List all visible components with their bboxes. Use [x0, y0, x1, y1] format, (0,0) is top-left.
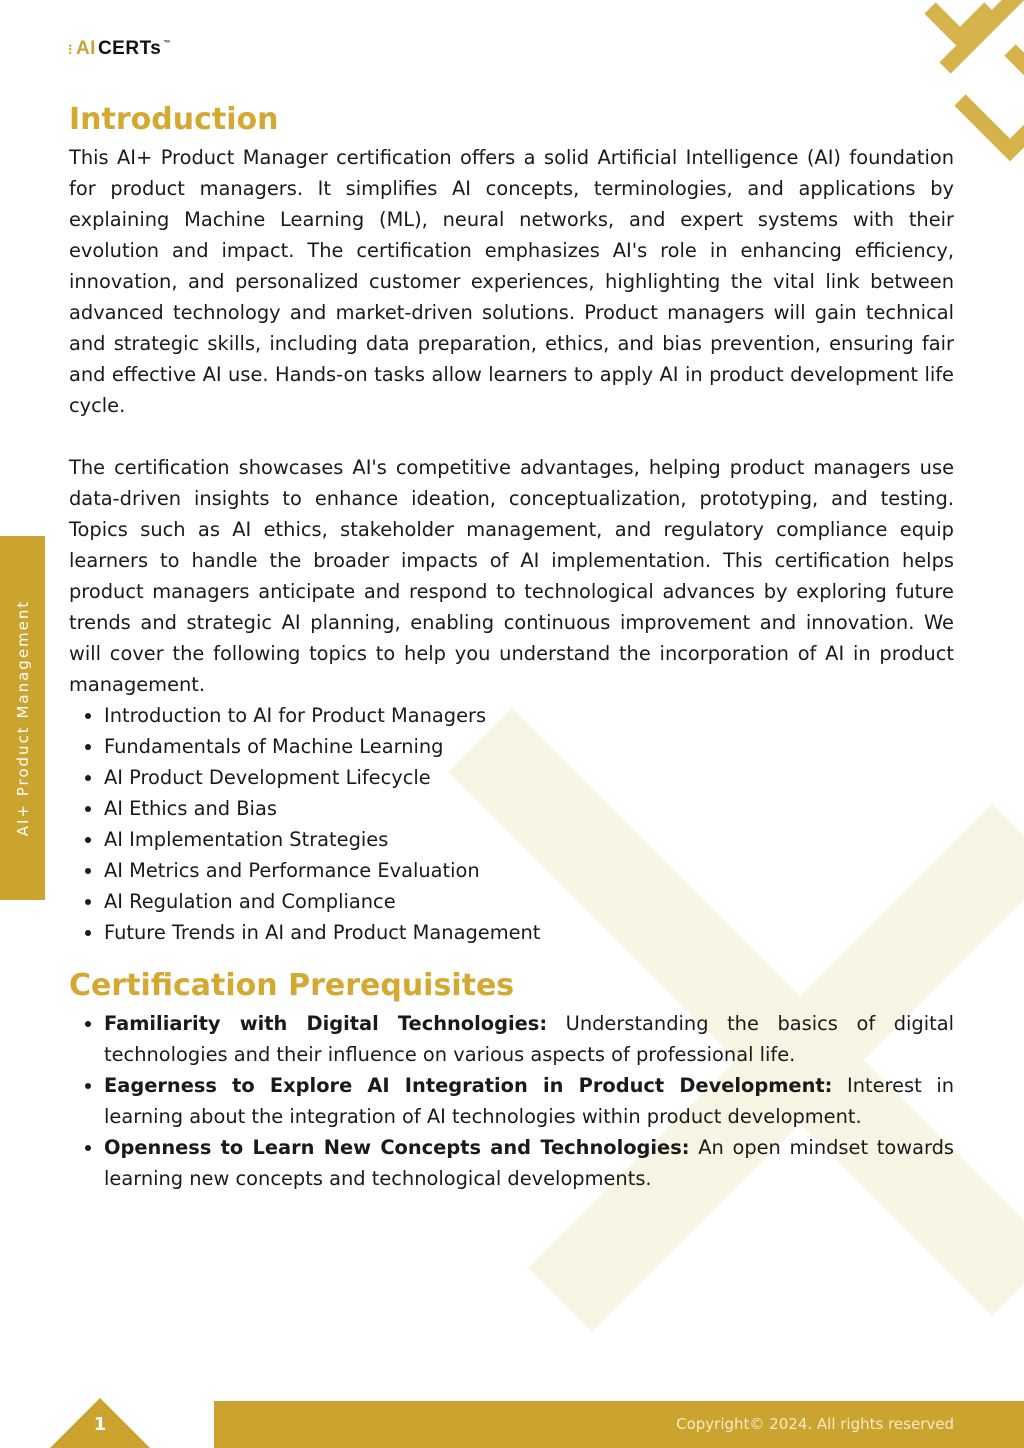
prerequisite-title: Openness to Learn New Concepts and Technologies: [104, 1136, 690, 1159]
prerequisite-text: Understanding the basics of digital technologies and their influence on various aspects of professional life. [104, 1012, 954, 1066]
introduction-paragraph-1: This AI+ Product Manager certification offers a solid Artificial Intelligence (AI) foundation for product managers. It simplifies AI concepts, terminologies, and applications by explaining Machine Learning (ML), neural networks, and expert systems with their evolution and impact. The certification emphasizes AI's role in enhancing efficiency, innovation, and personalized customer experiences, highlighting the vital link between advanced technology and market-driven solutions. Product managers will gain technical and strategic skills, including data preparation, ethics, and bias prevention, ensuring fair and effective AI use. Hands-on tasks allow learners to apply AI in product development life cycle. [69, 146, 954, 417]
footer-bar [214, 1401, 1024, 1448]
logo-trademark: ™ [163, 39, 171, 47]
side-tab [0, 536, 45, 900]
copyright-text: Copyright© 2024. All rights reserved [676, 1415, 954, 1433]
page-number: 1 [93, 1414, 107, 1435]
prerequisite-text: An open mindset towards learning new concepts and technological developments. [104, 1136, 954, 1190]
topic-item: • AI Ethics and Bias [104, 793, 954, 824]
prerequisite-text: Interest in learning about the integration of AI technologies within product development. [104, 1074, 955, 1128]
prerequisite-item [104, 1070, 954, 1132]
topic-item: • Future Trends in AI and Product Management [104, 917, 954, 948]
paragraph-spacer [69, 421, 954, 452]
main-content [69, 98, 954, 1194]
topic-item: • AI Product Development Lifecycle [104, 762, 954, 793]
topic-item: • AI Regulation and Compliance [104, 886, 954, 917]
topic-item: • Fundamentals of Machine Learning [104, 731, 954, 762]
logo-ai-text: AI [75, 38, 96, 59]
prerequisite-item [104, 1008, 954, 1070]
aicerts-logo [68, 38, 171, 60]
topic-item: • Introduction to AI for Product Managers [104, 700, 954, 731]
prerequisite-item [104, 1132, 954, 1194]
section-spacer [69, 948, 954, 964]
logo-mark-icon: ⁝ [68, 40, 73, 57]
prerequisites-heading: Certification Prerequisites [69, 968, 515, 1003]
prerequisites-list [69, 1008, 954, 1194]
topics-list [69, 700, 954, 948]
topic-item: • AI Implementation Strategies [104, 824, 954, 855]
logo-certs-text: CERTs [97, 38, 162, 59]
prerequisite-title: Eagerness to Explore AI Integration in Product Development: [104, 1074, 833, 1097]
side-tab-label: AI+ Product Management [13, 599, 32, 837]
prerequisite-title: Familiarity with Digital Technologies: [104, 1012, 548, 1035]
topic-item: • AI Metrics and Performance Evaluation [104, 855, 954, 886]
introduction-paragraph-2: The certification showcases AI's competitive advantages, helping product managers use data-driven insights to enhance ideation, conceptualization, prototyping, and testing. Topics such as AI ethics, stakeholder management, and regulatory compliance equip learners to handle the broader impacts of AI implementation. This certification helps product managers anticipate and respond to technological advances by exploring future trends and strategic AI planning, enabling continuous improvement and innovation. We will cover the following topics to help you understand the incorporation of AI in product management. [69, 456, 954, 696]
introduction-heading: Introduction [69, 102, 279, 137]
